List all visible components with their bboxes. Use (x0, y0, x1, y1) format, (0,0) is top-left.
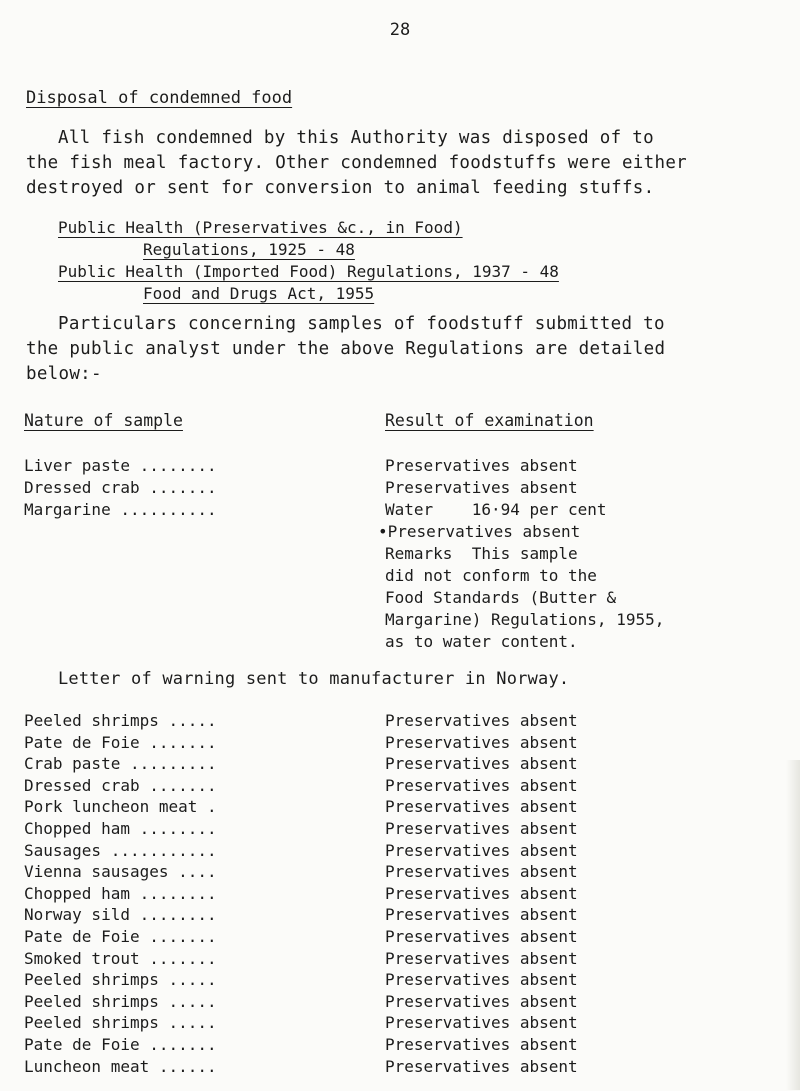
page-number: 28 (389, 20, 411, 40)
sample-result: Preservatives absent (385, 970, 578, 990)
sample-name: Crab paste ......... (24, 754, 217, 774)
sample-result: Preservatives absent (385, 797, 578, 817)
regulation-line: Regulations, 1925 - 48 (143, 240, 355, 259)
sample-name: Margarine .......... (24, 500, 217, 519)
particulars-line: the public analyst under the above Regulations are detailed (26, 339, 666, 359)
sample-result: Preservatives absent (385, 456, 578, 475)
sample-name: Peeled shrimps ..... (24, 1013, 217, 1033)
regulation-line: Public Health (Preservatives &c., in Food) (58, 218, 463, 237)
margarine-note-line: Margarine) Regulations, 1955, (385, 610, 665, 629)
sample-name: Vienna sausages .... (24, 862, 217, 882)
sample-name: Sausages ........... (24, 840, 217, 860)
intro-line: the fish meal factory. Other condemned foodstuffs were either (26, 153, 687, 173)
result-column-header: Result of examination (385, 411, 594, 430)
sample-result: Preservatives absent (385, 862, 578, 882)
section-title: Disposal of condemned food (26, 88, 293, 108)
sample-result: Preservatives absent (385, 948, 578, 968)
sample-name: Dressed crab ....... (24, 775, 217, 795)
sample-name: Smoked trout ....... (24, 948, 217, 968)
sample-result: Preservatives absent (385, 927, 578, 946)
particulars-line: below:- (26, 364, 102, 384)
sample-name: Peeled shrimps ..... (24, 970, 217, 990)
sample-result: Preservatives absent (385, 711, 578, 730)
sample-result: Preservatives absent (385, 1035, 578, 1054)
sample-result: Preservatives absent (385, 732, 578, 752)
sample-name: Peeled shrimps ..... (24, 711, 217, 730)
margarine-note-line: Food Standards (Butter & (385, 588, 617, 607)
sample-result: Preservatives absent (385, 1013, 578, 1033)
intro-line: destroyed or sent for conversion to animal feeding stuffs. (26, 178, 655, 198)
sample-name: Pate de Foie ....... (24, 927, 217, 946)
sample-result: Water 16·94 per cent (385, 500, 607, 519)
sample-result: Preservatives absent (385, 1056, 578, 1076)
sample-result: Preservatives absent (385, 754, 578, 774)
sample-name: Pate de Foie ....... (24, 732, 217, 752)
sample-name: Norway sild ........ (24, 905, 217, 925)
warning-letter-note: Letter of warning sent to manufacturer in Norway. (58, 669, 570, 689)
intro-line: All fish condemned by this Authority was disposed of to (58, 128, 654, 148)
sample-result: Preservatives absent (385, 991, 578, 1011)
particulars-line: Particulars concerning samples of foodstuff submitted to (58, 314, 665, 334)
sample-name: Chopped ham ........ (24, 819, 217, 838)
regulation-line: Food and Drugs Act, 1955 (143, 284, 375, 303)
sample-name: Pork luncheon meat . (24, 797, 217, 817)
margarine-note-line: as to water content. (385, 632, 578, 651)
sample-result: Preservatives absent (385, 819, 578, 838)
scan-edge-shadow (786, 760, 800, 1090)
sample-result: Preservatives absent (385, 883, 578, 903)
sample-name: Chopped ham ........ (24, 883, 217, 903)
sample-column-header: Nature of sample (24, 411, 183, 430)
sample-name: Luncheon meat ...... (24, 1056, 217, 1076)
sample-name: Peeled shrimps ..... (24, 991, 217, 1011)
sample-name: Pate de Foie ....... (24, 1035, 217, 1054)
sample-result: Preservatives absent (385, 478, 578, 497)
sample-result: Preservatives absent (385, 775, 578, 795)
regulation-line: Public Health (Imported Food) Regulations, 1937 - 48 (58, 262, 559, 281)
margarine-note-line: did not conform to the (385, 566, 597, 585)
margarine-note-line: Remarks This sample (385, 544, 578, 563)
sample-result: Preservatives absent (385, 840, 578, 860)
sample-result: Preservatives absent (385, 905, 578, 925)
margarine-note-line: •Preservatives absent (378, 522, 581, 541)
sample-name: Liver paste ........ (24, 456, 217, 475)
sample-name: Dressed crab ....... (24, 478, 217, 497)
